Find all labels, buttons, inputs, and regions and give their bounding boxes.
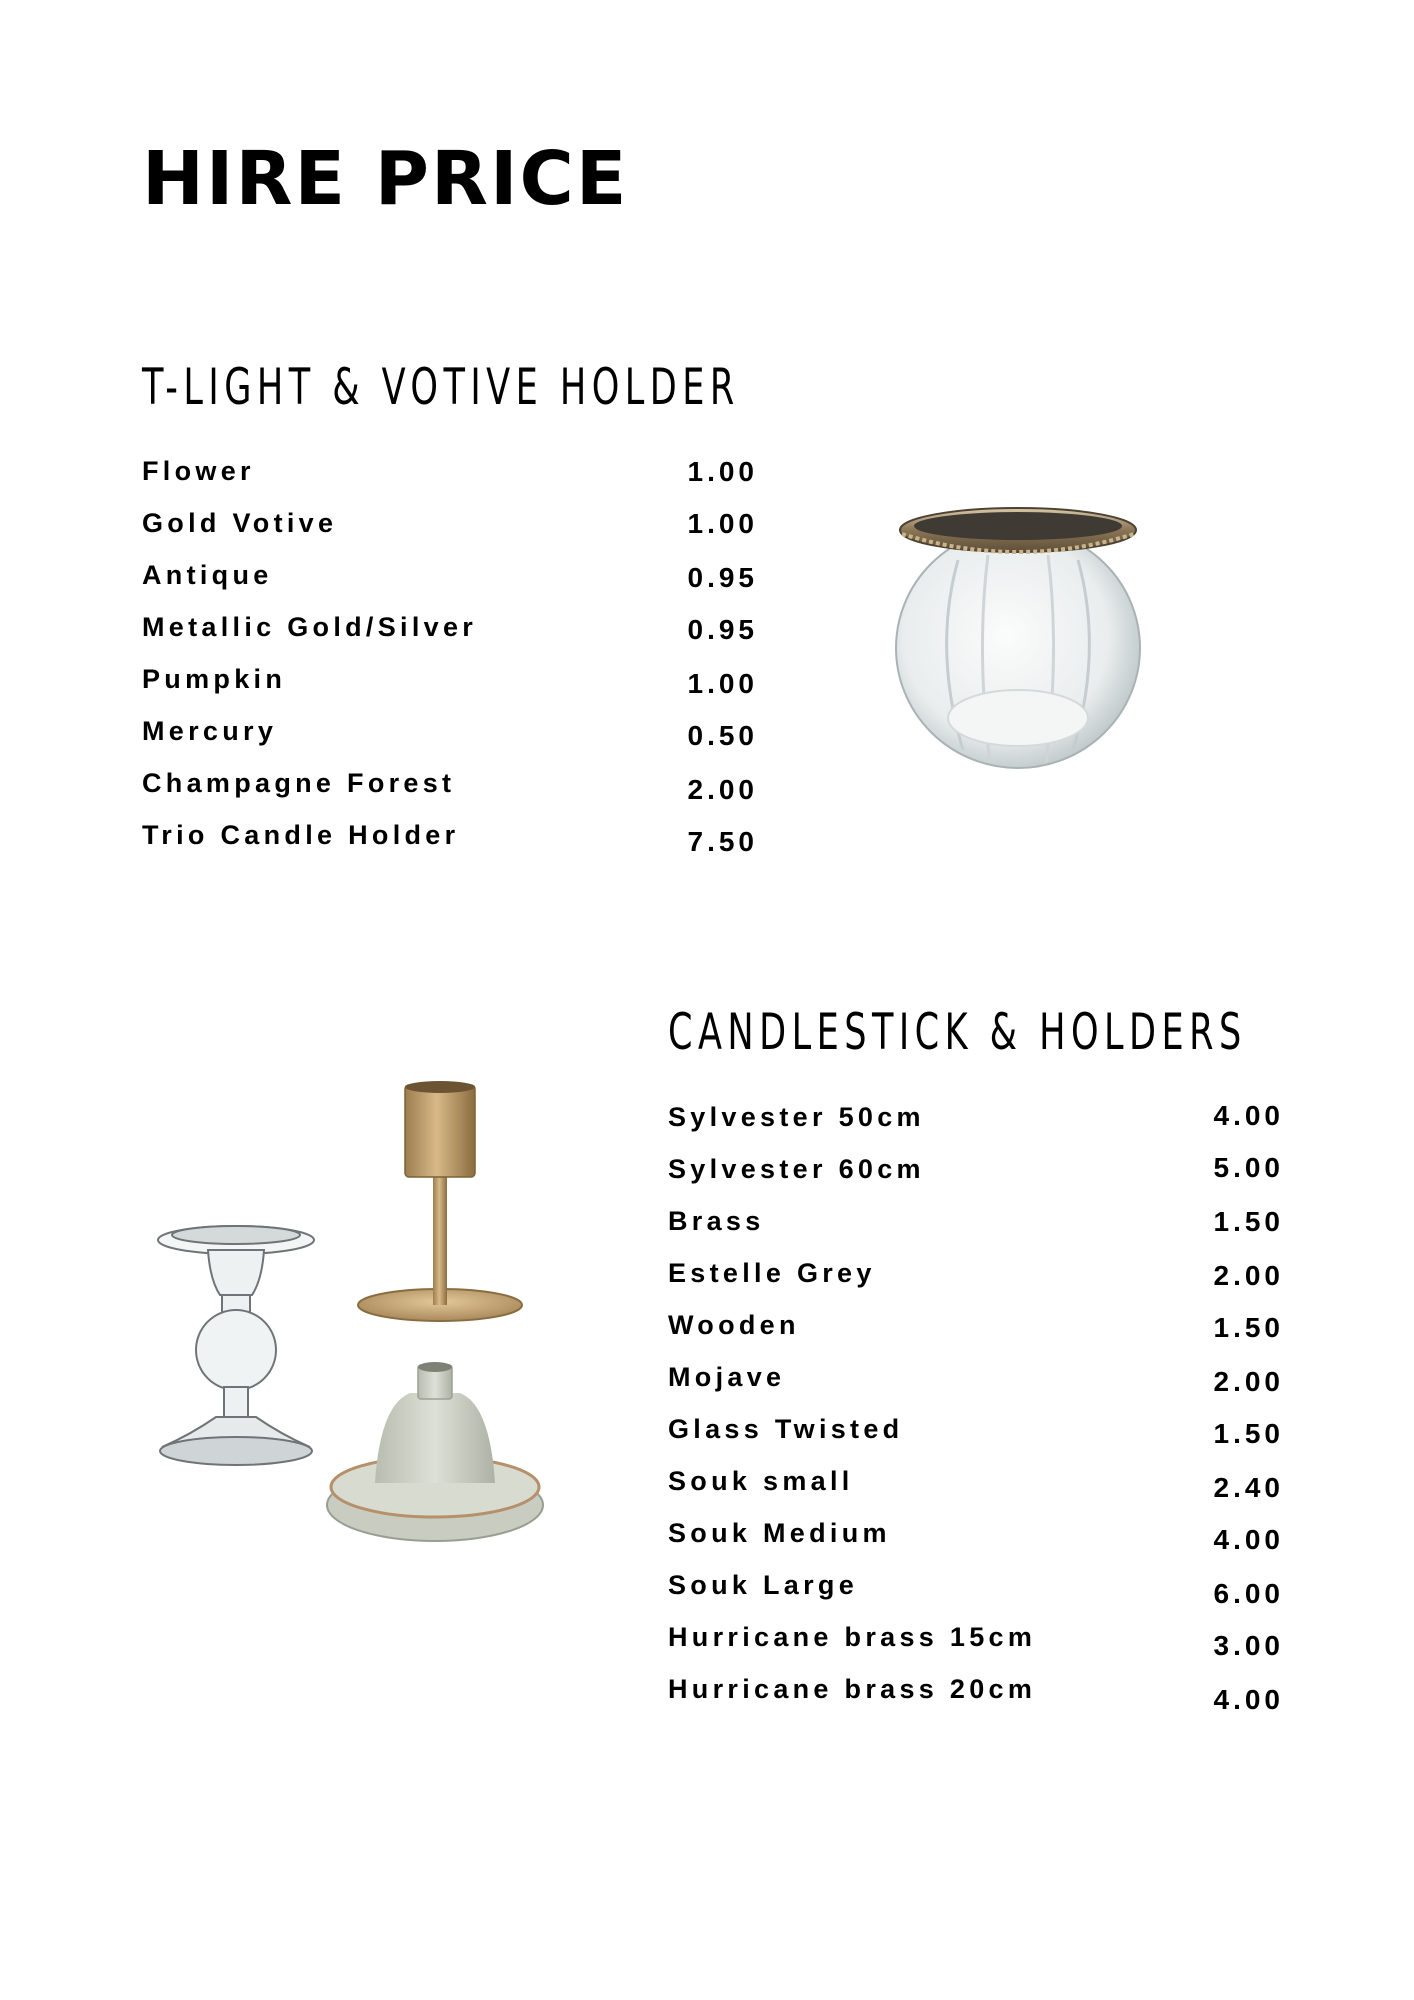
brass-candlestick — [358, 1081, 522, 1321]
item-name: Sylvester 50cm — [668, 1102, 925, 1132]
item-price: 1.50 — [1213, 1418, 1284, 1449]
item-price: 2.00 — [1213, 1366, 1284, 1397]
item-name: Gold Votive — [142, 508, 338, 538]
item-price: 6.00 — [1213, 1578, 1284, 1609]
item-name: Antique — [142, 560, 273, 590]
item-name: Souk Large — [668, 1570, 859, 1600]
item-price: 2.00 — [1213, 1260, 1284, 1291]
item-price: 3.00 — [1213, 1630, 1284, 1661]
item-name: Champagne Forest — [142, 768, 456, 798]
item-price: 4.00 — [1213, 1100, 1284, 1131]
item-price: 1.00 — [687, 508, 758, 539]
item-price: 1.00 — [687, 456, 758, 487]
item-name: Metallic Gold/Silver — [142, 612, 478, 642]
section-title-candlestick-holders: CANDLESTICK & HOLDERS — [668, 1003, 1247, 1061]
glass-candlestick — [158, 1226, 314, 1465]
item-name: Pumpkin — [142, 664, 287, 694]
item-price: 0.95 — [687, 614, 758, 645]
item-name: Brass — [668, 1206, 765, 1236]
item-price: 0.95 — [687, 562, 758, 593]
section-title-tlight-votive: T-LIGHT & VOTIVE HOLDER — [142, 358, 740, 416]
item-price: 0.50 — [687, 720, 758, 751]
item-name: Mercury — [142, 716, 278, 746]
item-name: Hurricane brass 20cm — [668, 1674, 1037, 1704]
item-price: 5.00 — [1213, 1152, 1284, 1183]
item-name: Estelle Grey — [668, 1258, 876, 1288]
item-price: 4.00 — [1213, 1684, 1284, 1715]
item-price: 7.50 — [687, 826, 758, 857]
page-title: HIRE PRICE — [142, 136, 629, 222]
item-name: Hurricane brass 15cm — [668, 1622, 1037, 1652]
item-price: 1.50 — [1213, 1312, 1284, 1343]
item-name: Mojave — [668, 1362, 786, 1392]
item-price: 1.00 — [687, 668, 758, 699]
item-name: Trio Candle Holder — [142, 820, 460, 850]
item-name: Wooden — [668, 1310, 800, 1340]
votive-glass-image — [888, 500, 1148, 780]
item-price: 1.50 — [1213, 1206, 1284, 1237]
item-name: Souk small — [668, 1466, 854, 1496]
item-name: Glass Twisted — [668, 1414, 904, 1444]
item-price: 4.00 — [1213, 1524, 1284, 1555]
ceramic-candle-holder — [327, 1362, 543, 1541]
item-name: Sylvester 60cm — [668, 1154, 925, 1184]
item-price: 2.00 — [687, 774, 758, 805]
item-name: Souk Medium — [668, 1518, 891, 1548]
item-name: Flower — [142, 456, 255, 486]
item-price: 2.40 — [1213, 1472, 1284, 1503]
candlestick-holders-image — [150, 1075, 570, 1565]
